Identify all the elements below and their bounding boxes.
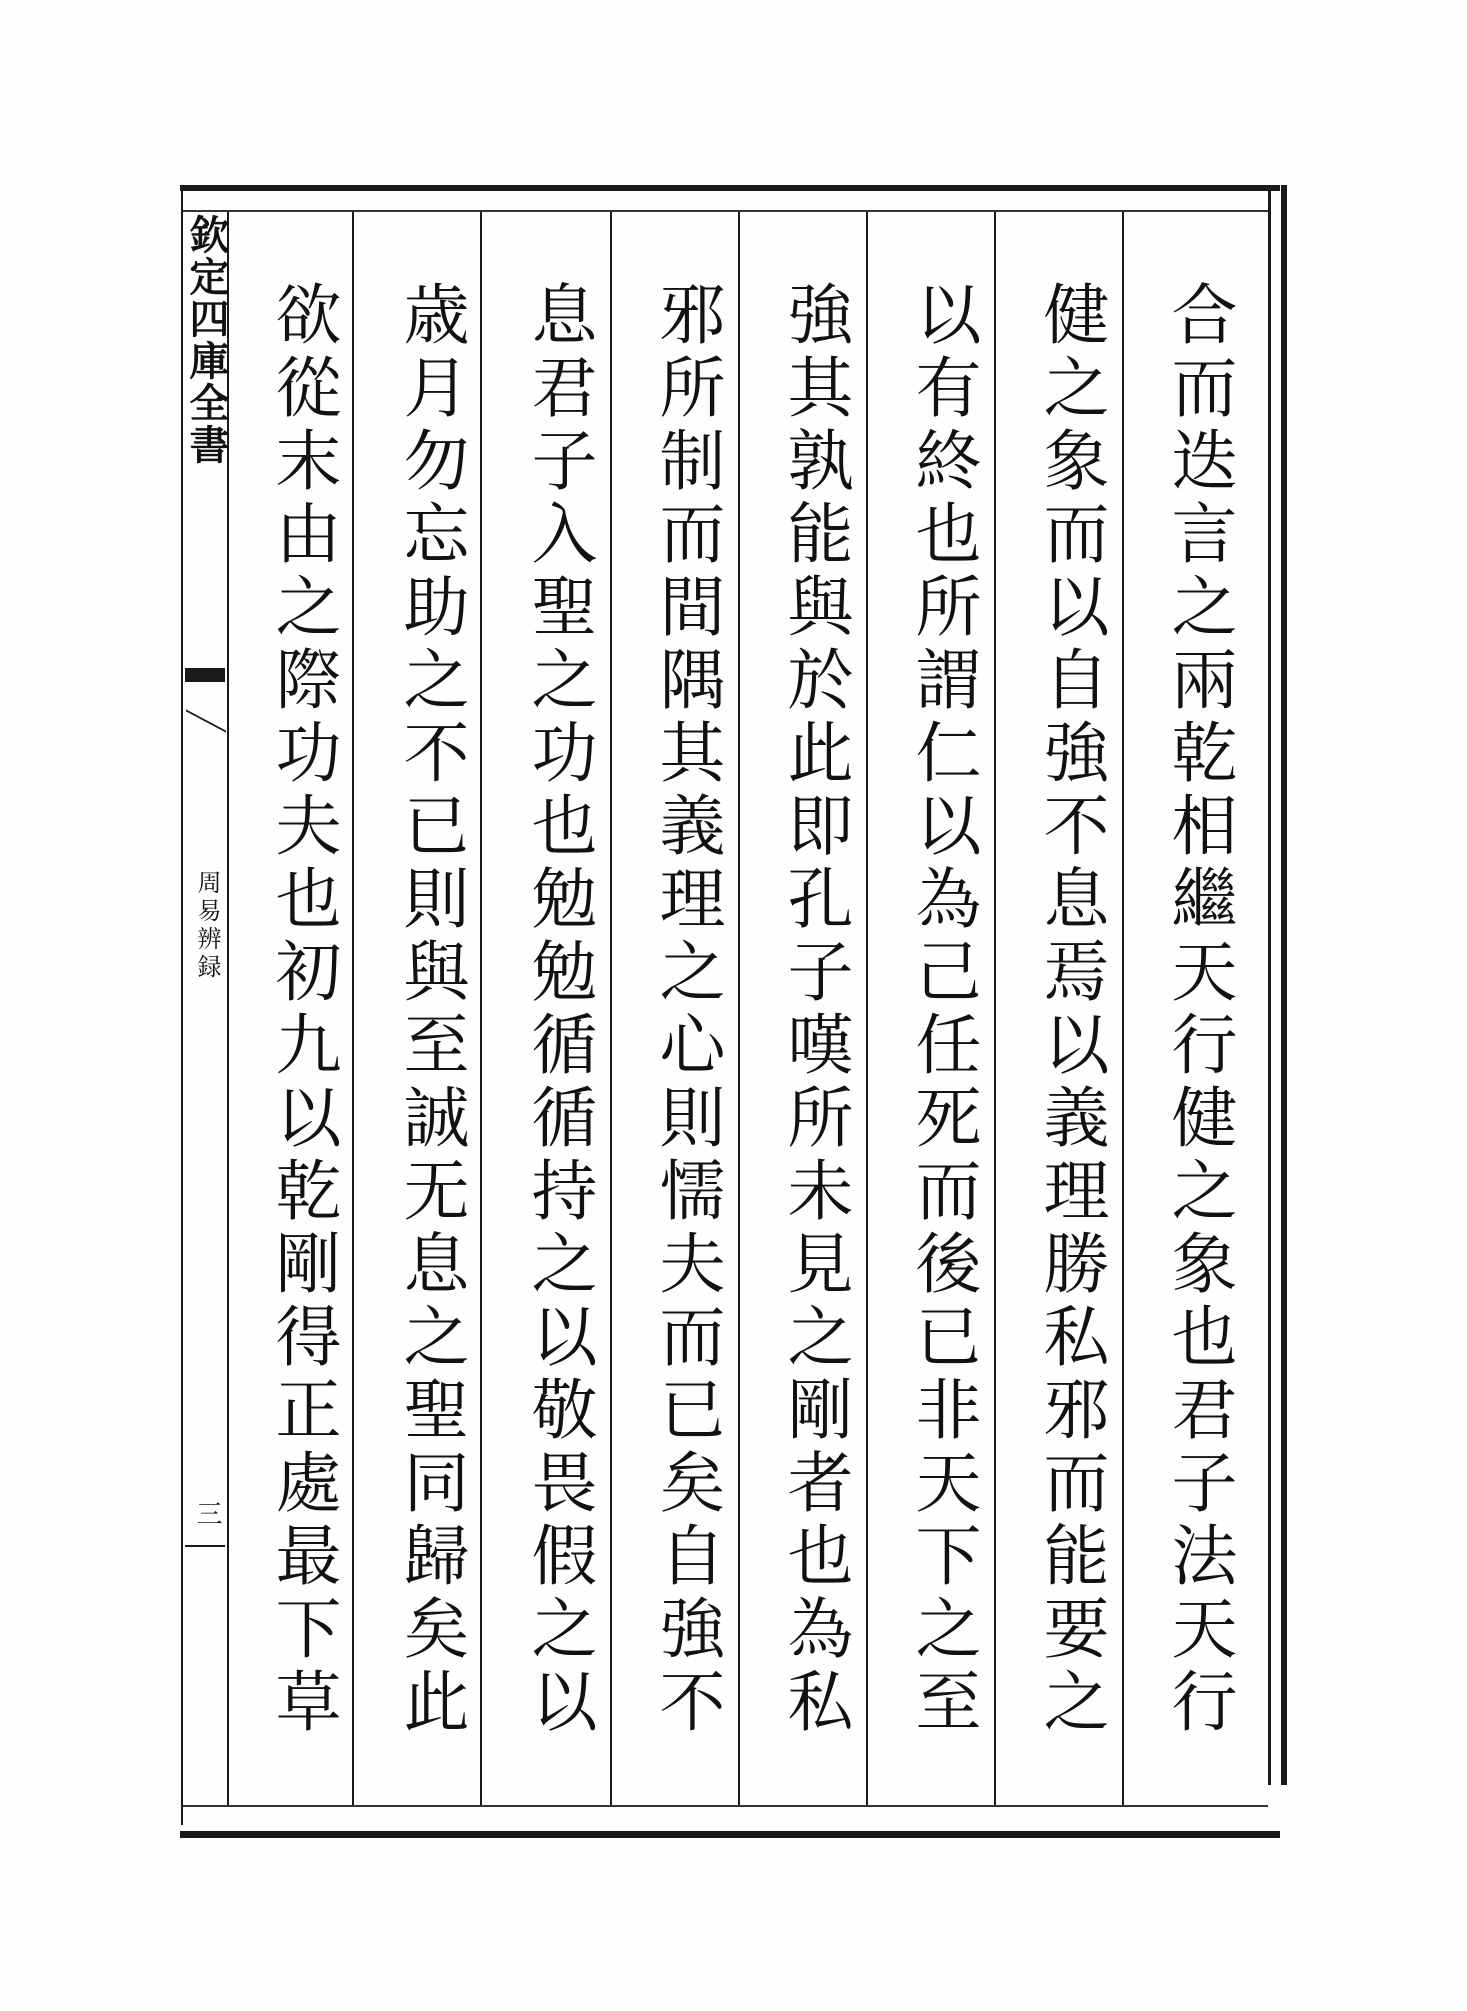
text-column-8: 欲從末由之際功夫也初九以乾剛得正處最下草 [264,280,341,1740]
page-number: 三 [192,1500,222,1526]
column-divider [480,212,482,1805]
text-column-5: 邪所制而間隅其義理之心則懦夫而已矣自強不 [648,280,725,1740]
frame-bottom-rule [183,1805,1268,1807]
text-column-7: 歳月勿忘助之不已則與至誠无息之聖同歸矣此 [392,280,469,1740]
column-divider [1122,212,1124,1805]
column-divider [352,212,354,1805]
text-column-2: 健之象而以自強不息焉以義理勝私邪而能要之 [1032,280,1109,1740]
column-divider [610,212,612,1805]
frame-right-border [1268,185,1287,1785]
frame-top-rule [183,210,1268,212]
fishtail-mark [185,668,225,682]
column-divider [866,212,868,1805]
book-title: 周易辨録 [193,870,221,982]
text-column-1: 合而迭言之兩乾相繼天行健之象也君子法天行 [1160,280,1237,1740]
page-frame [180,185,1280,1838]
column-divider [738,212,740,1805]
column-divider [994,212,996,1805]
text-column-4: 強其孰能與於此即孔子嘆所未見之剛者也為私 [776,280,853,1740]
text-column-3: 以有終也所謂仁以為己任死而後已非天下之至 [904,280,981,1740]
series-title: 欽定四庫全書 [183,214,230,466]
text-column-6: 息君子入聖之功也勉勉循循持之以敬畏假之以 [520,280,597,1740]
page-number-rule [185,1545,225,1547]
